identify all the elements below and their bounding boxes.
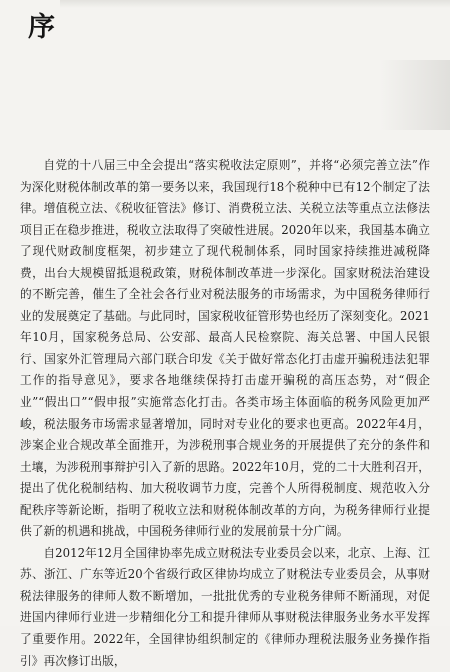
show-through-shadow-top: [60, 0, 450, 8]
paragraph: 自党的十八届三中全会提出“落实税收法定原则”，并将“必须完善立法”作为深化财税体制改革的第一要务以来，我国现行18个税种中已有12个制定了法律。增值税立法、《税收征管法》修订、消费税立法、关税立法等重点立法修法项目正在稳步推进，税收立法取得了突破性进展。2020年以来，我国基本确立了现代财政制度框架，初步建立了现代税制体系，同时国家持续推进减税降费，出台大规模留抵退税政策，财税体制改革进一步深化。国家财税法治建设的不断完善，催生了全社会各行业对税法服务的市场需求，为中国税务律师行业的发展奠定了基础。与此同时，国家税收征管形势也经历了深刻变化。2021年10月，国家税务总局、公安部、最高人民检察院、海关总署、中国人民银行、国家外汇管理局六部门联合印发《关于做好常态化打击虚开骗税违法犯罪工作的指导意见》，要求各地继续保持打击虚开骗税的高压态势，对“假企业”“假出口”“假申报”实施常态化打击。各类市场主体面临的税务风险更加严峻，税法服务市场需求显著增加，同时对专业化的要求也更高。2022年4月，涉案企业合规改革全面推开，为涉税刑事合规业务的开展提供了充分的条件和土壤，为涉税刑事辩护引入了新的思路。2022年10月，党的二十大胜利召开，提出了优化税制结构、加大税收调节力度，完善个人所得税制度、规范收入分配秩序等新论断，指明了税收立法和财税体制改革的方向，为税务律师行业提供了新的机遇和挑战，中国税务律师行业的发展前景十分广阔。: [20, 158, 430, 539]
show-through-shadow-right: [380, 60, 450, 130]
document-body: [20, 155, 430, 672]
paragraph: 自2012年12月全国律协率先成立财税法专业委员会以来，北京、上海、江苏、浙江、广东等近20个省级行政区律协均成立了财税法专业委员会，从事财税法律服务的律师人数不断增加，一批批优秀的专业税务律师不断涌现，对促进国内律师行业进一步精细化分工和提升律师从事财税法律服务业务水平发挥了重要作用。2022年，全国律协组织制定的《律师办理税法服务业务操作指引》再次修订出版，: [20, 545, 430, 668]
page-title: 序: [28, 12, 55, 43]
